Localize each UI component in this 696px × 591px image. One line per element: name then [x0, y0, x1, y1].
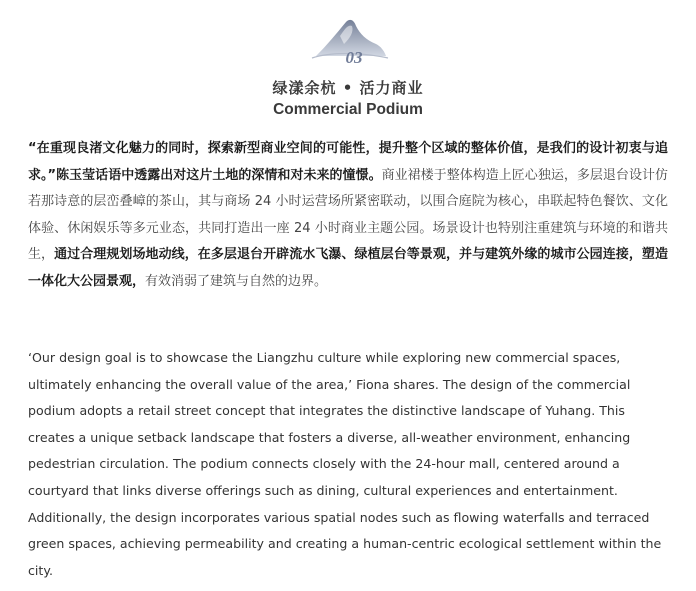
paragraph-chinese: [28, 136, 668, 295]
body-text-1: 商业裙楼于整体构造上匠心独运，多层退台设计仿若那诗意的层峦叠嶂的茶山，其与商场 24 小时运营场所紧密联动，以围合庭院为核心，串联起特色餐饮、文化体验、休闲娱乐等多元业态，共同打造出一座 24 小时商业主题公园。场景设计也特别注重建筑与环境的和谐共生，: [28, 167, 668, 262]
badge-number: 03: [345, 48, 363, 66]
body-text-2: 有效消弱了建筑与自然的边界。: [145, 273, 328, 289]
highlight-text: 通过合理规划场地动线，在多层退台开辟流水飞瀑、绿植层台等景观，并与建筑外缘的城市公园连接，塑造一体化大公园景观，: [28, 247, 668, 289]
section-title-cn: 绿漾余杭 • 活力商业: [272, 79, 424, 97]
quote-text: “在重现良渚文化魅力的同时，探索新型商业空间的可能性，提升整个区域的整体价值，是我们的设计初衷与追求。”: [28, 141, 668, 183]
paragraph-english: ‘Our design goal is to showcase the Liangzhu culture while exploring new commercial spaces, ultimately enhancing the overall value of the area,’ Fiona shares. The design of the commercial podium adopts a retail street concept that integrates the distinctive landscape of Yuhang. This creates a unique setback landscape that fosters a diverse, all-weather environment, enhancing pedestrian circulation. The podium connects closely with the 24-hour mall, centered around a courtyard that links diverse offerings such as dining, cultural experiences and entertainment. Additionally, the design incorporates various spatial nodes such as flowing waterfalls and terraced green spaces, achieving permeability and creating a human-centric ecological settlement within the city.: [28, 350, 662, 578]
section-title-en: Commercial Podium: [273, 101, 423, 118]
mountain-badge-icon: [310, 14, 390, 66]
speaker-text: 陈玉莹话语中透露出对这片土地的深情和对未来的憧憬。: [56, 167, 382, 183]
